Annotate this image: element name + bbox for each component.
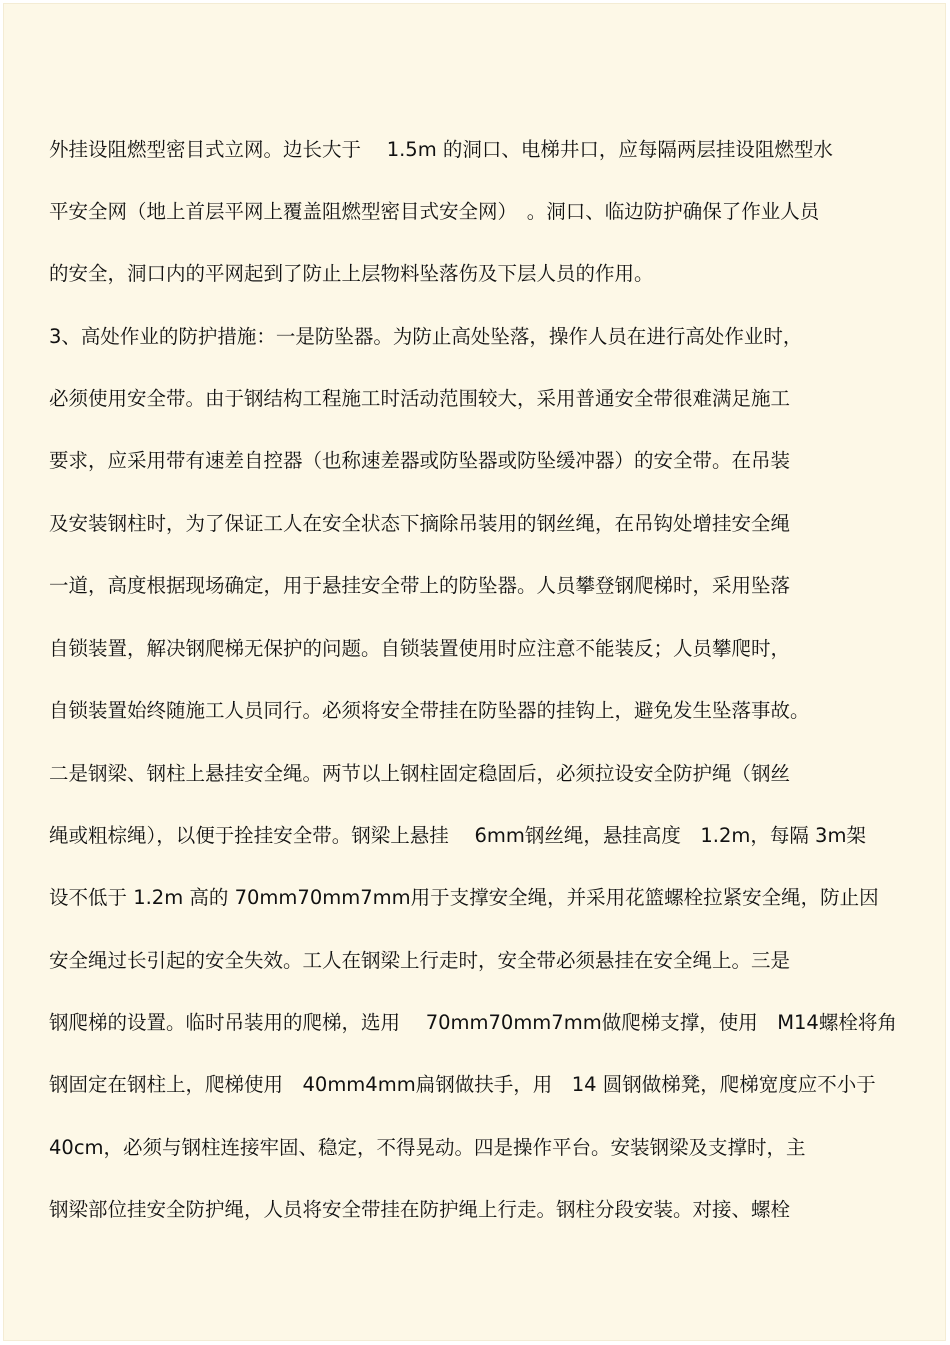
text-line: 要求，应采用带有速差自控器（也称速差器或防坠器或防坠缓冲器）的安全带。在吊装 [49, 449, 791, 472]
text-line: 二是钢梁、钢柱上悬挂安全绳。两节以上钢柱固定稳固后，必须拉设安全防护绳（钢丝 [49, 762, 791, 785]
text-line: 3、高处作业的防护措施：一是防坠器。为防止高处坠落，操作人员在进行高处作业时， [49, 325, 803, 348]
document-page [3, 3, 946, 1341]
text-line: 钢固定在钢柱上，爬梯使用 40mm4mm扁钢做扶手，用 14 圆钢做梯凳，爬梯宽度应不小于 [49, 1073, 876, 1096]
text-line: 的安全，洞口内的平网起到了防止上层物料坠落伤及下层人员的作用。 [49, 262, 654, 285]
text-line: 必须使用安全带。由于钢结构工程施工时活动范围较大，采用普通安全带很难满足施工 [49, 387, 791, 410]
text-line: 平安全网（地上首层平网上覆盖阻燃型密目式安全网） 。洞口、临边防护确保了作业人员 [49, 200, 820, 223]
text-line: 及安装钢柱时，为了保证工人在安全状态下摘除吊装用的钢丝绳，在吊钩处增挂安全绳 [49, 512, 791, 535]
text-line: 设不低于 1.2m 高的 70mm70mm7mm用于支撑安全绳，并采用花篮螺栓拉紧安全绳，防止因 [49, 886, 879, 909]
text-line: 自锁装置始终随施工人员同行。必须将安全带挂在防坠器的挂钩上，避免发生坠落事故。 [49, 699, 810, 722]
text-line: 自锁装置，解决钢爬梯无保护的问题。自锁装置使用时应注意不能装反；人员攀爬时， [49, 637, 791, 660]
text-line: 钢爬梯的设置。临时吊装用的爬梯，选用 70mm70mm7mm做爬梯支撑，使用 M14螺栓将角 [49, 1011, 897, 1034]
text-line: 安全绳过长引起的安全失效。工人在钢梁上行走时，安全带必须悬挂在安全绳上。三是 [49, 949, 791, 972]
text-line: 外挂设阻燃型密目式立网。边长大于 1.5m 的洞口、电梯井口，应每隔两层挂设阻燃型水 [49, 138, 833, 161]
text-line: 一道，高度根据现场确定，用于悬挂安全带上的防坠器。人员攀登钢爬梯时，采用坠落 [49, 574, 791, 597]
text-line: 40cm，必须与钢柱连接牢固、稳定，不得晃动。四是操作平台。安装钢梁及支撑时，主 [49, 1136, 806, 1159]
text-line: 绳或粗棕绳），以便于拴挂安全带。钢梁上悬挂 6mm钢丝绳，悬挂高度 1.2m，每隔 3m架 [49, 824, 866, 847]
text-line: 钢梁部位挂安全防护绳，人员将安全带挂在防护绳上行走。钢柱分段安装。对接、螺栓 [49, 1198, 791, 1221]
